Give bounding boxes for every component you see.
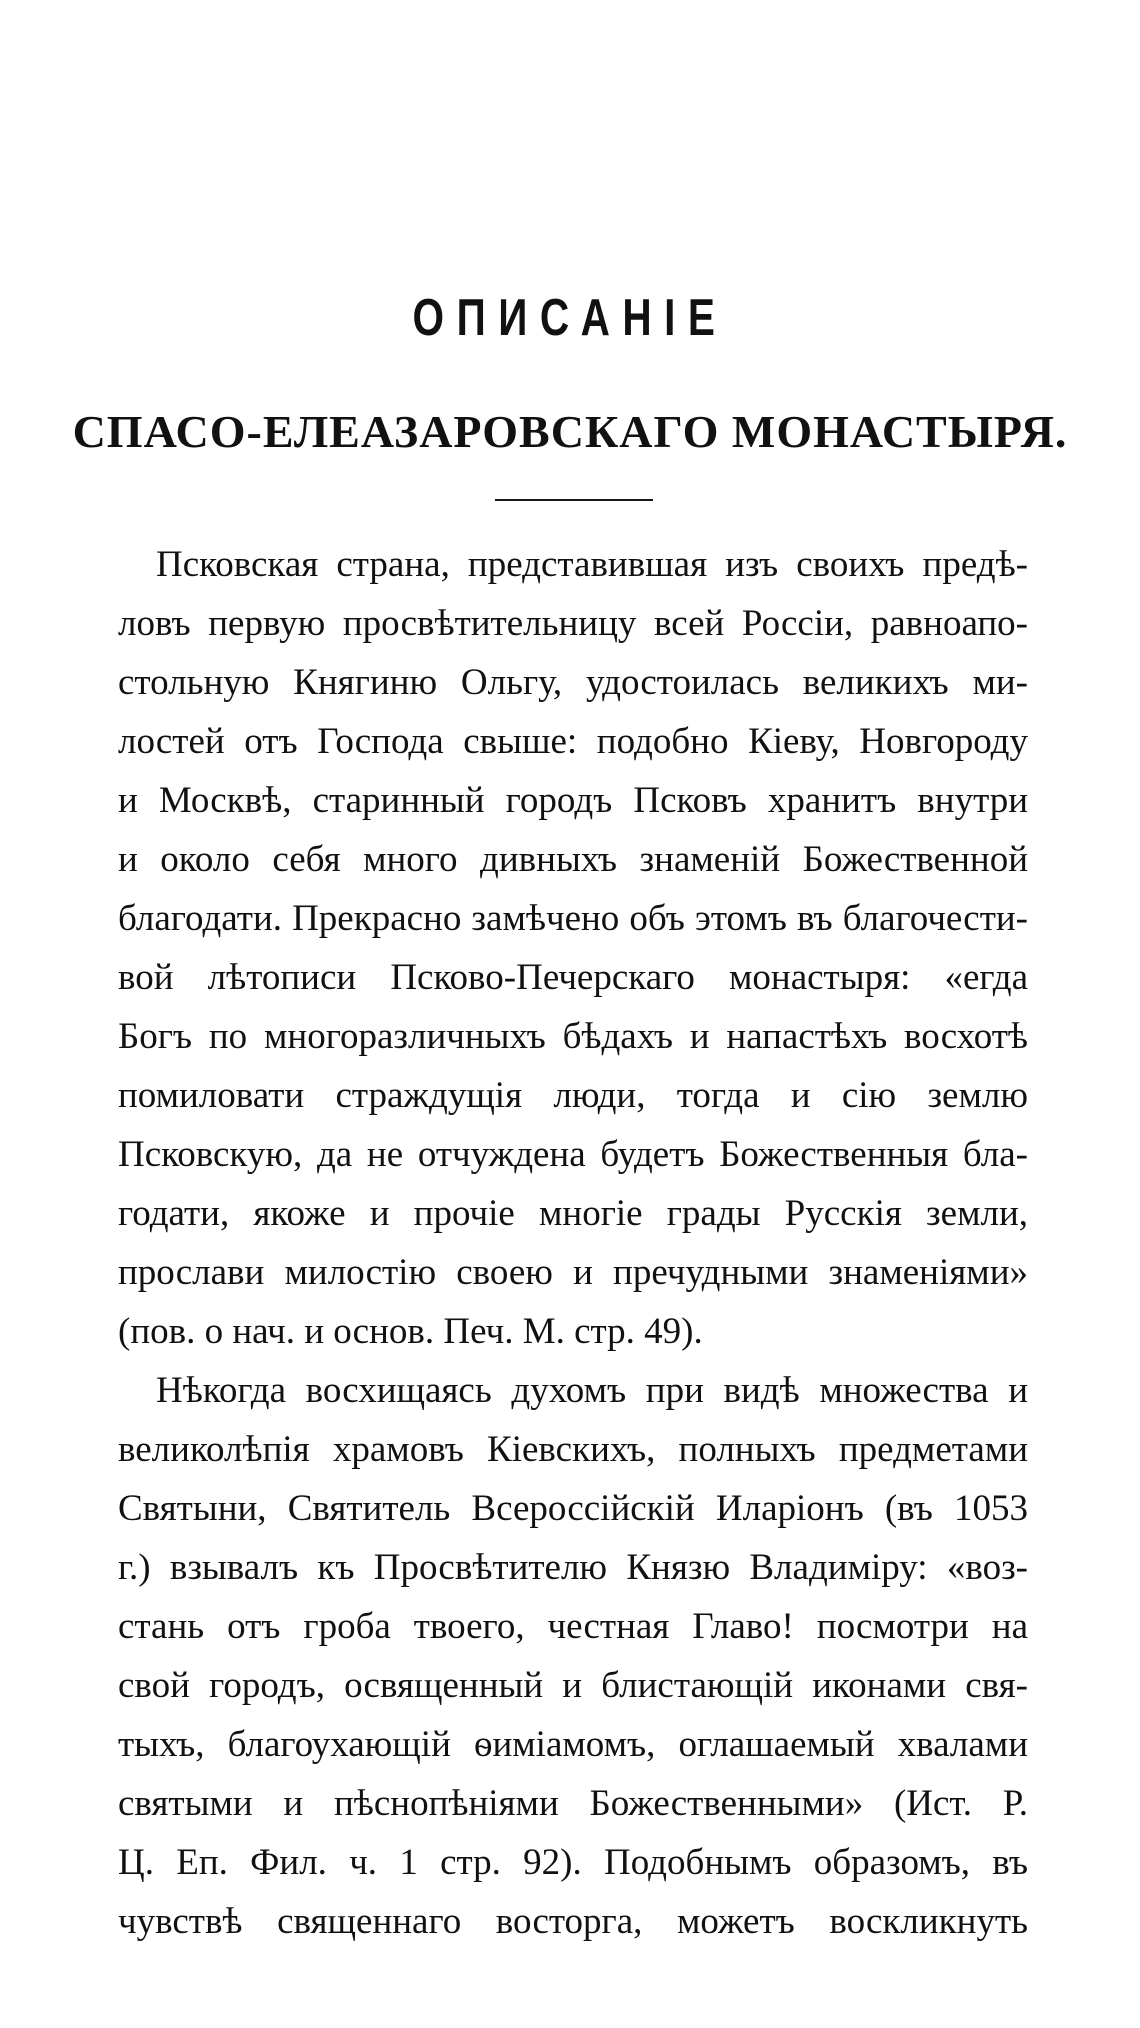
text-line: (пов. о нач. и основ. Печ. М. стр. 49). [118,1311,703,1352]
title-divider [495,499,653,501]
text-line: лостей отъ Господа свыше: подобно Кіеву, Новгороду [118,721,1028,762]
text-line: Псковскую, да не отчуждена будетъ Божественныя бла- [118,1134,1028,1175]
text-line: великолѣпія храмовъ Кіевскихъ, полныхъ предметами [118,1429,1028,1470]
text-line: чувствѣ священнаго восторга, можетъ воскликнуть [118,1901,1028,1942]
text-line: Ц. Еп. Фил. ч. 1 стр. 92). Подобнымъ образомъ, въ [118,1842,1028,1883]
text-line: стань отъ гроба твоего, честная Главо! посмотри на [118,1606,1028,1647]
text-line: Нѣкогда восхищаясь духомъ при видѣ множества и [156,1370,1028,1411]
text-line: годати, якоже и прочіе многіе грады Русскія земли, [118,1193,1028,1234]
text-line: тыхъ, благоухающій ѳиміамомъ, оглашаемый хвалами [118,1724,1028,1765]
page-title: ОПИСАНІЕ [412,289,728,347]
text-line: и около себя много дивныхъ знаменій Божественной [118,839,1028,880]
text-line: святыми и пѣснопѣніями Божественными» (Ист. Р. [118,1783,1028,1824]
text-line: Богъ по многоразличныхъ бѣдахъ и напастѣхъ восхотѣ [118,1016,1028,1057]
body-text [118,535,1028,1951]
text-line: стольную Княгиню Ольгу, удостоилась великихъ ми- [118,662,1028,703]
text-line: ловъ первую просвѣтительницу всей Россіи, равноапо- [118,603,1028,644]
text-line: г.) взывалъ къ Просвѣтителю Князю Владиміру: «воз- [118,1547,1028,1588]
text-line: прослави милостію своею и пречудными знаменіями» [118,1252,1028,1293]
text-line: вой лѣтописи Псково-Печерскаго монастыря: «егда [118,957,1028,998]
text-line: благодати. Прекрасно замѣчено объ этомъ въ благочести- [118,898,1028,939]
text-line: свой городъ, освященный и блистающій иконами свя- [118,1665,1028,1706]
text-line: и Москвѣ, старинный городъ Псковъ хранитъ внутри [118,780,1028,821]
text-line: Псковская страна, представившая изъ своихъ предѣ- [156,544,1028,585]
text-line: Святыни, Святитель Всероссійскій Иларіонъ (въ 1053 [118,1488,1028,1529]
text-line: помиловати страждущія люди, тогда и сію землю [118,1075,1028,1116]
page-subtitle: СПАСО-ЕЛЕАЗАРОВСКАГО МОНАСТЫРЯ. [72,406,1068,457]
